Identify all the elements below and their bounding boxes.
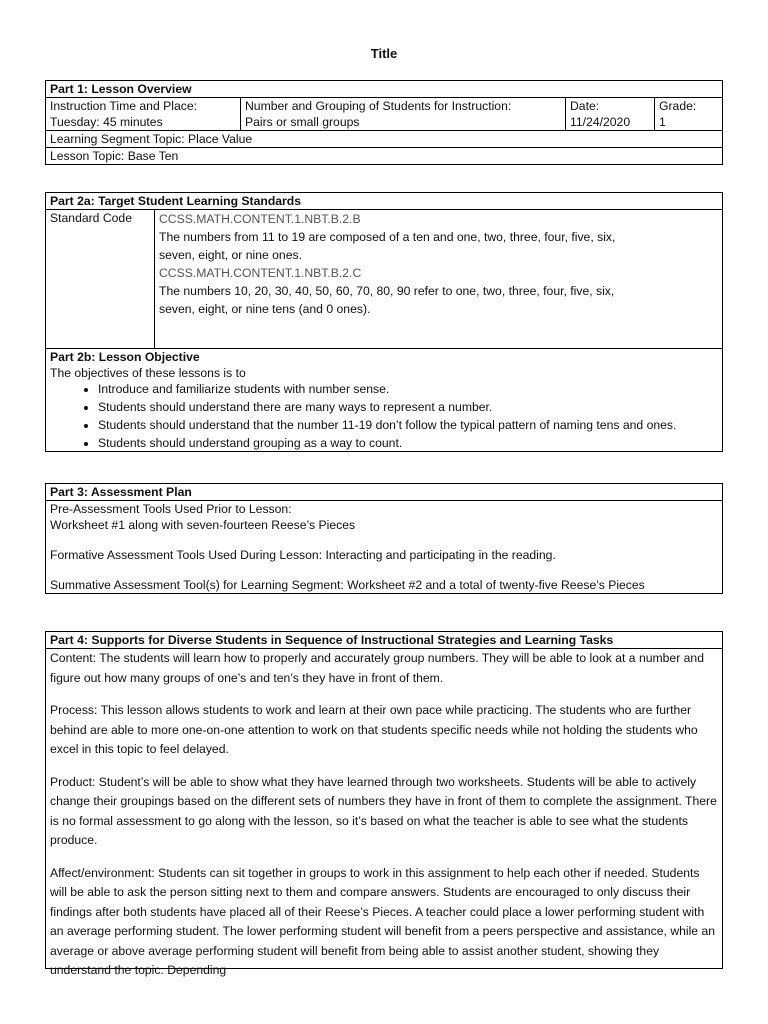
grade-value: 1 [659,115,666,129]
standard-code-content [154,210,722,348]
grade-cell [654,98,722,130]
standard-code-2: CCSS.MATH.CONTENT.1.NBT.B.2.C [159,266,362,280]
formative-assessment: Formative Assessment Tools Used During Lesson: Interacting and participating in the reading. [50,548,556,562]
instruction-time-cell [46,98,240,130]
document-title: Title [370,46,398,61]
date-cell [565,98,654,130]
part2-standards-objective [45,192,723,452]
part2b-header: Part 2b: Lesson Objective [50,350,200,364]
lesson-topic-row [46,148,722,164]
standard-desc-1-line2: seven, eight, or nine ones. [159,248,302,262]
part1-header: Part 1: Lesson Overview [46,81,722,98]
assessment-content [46,501,722,593]
instruction-value: Tuesday: 45 minutes [50,115,163,129]
part4-content [46,649,722,981]
grouping-label: Number and Grouping of Students for Instruction: [245,99,512,113]
pre-assessment-value: Worksheet #1 along with seven-fourteen Reese’s Pieces [50,518,356,532]
learning-segment-topic: Learning Segment Topic: Place Value [50,132,253,146]
segment-topic-row [46,131,722,148]
grade-label: Grade: [659,99,697,113]
part4-header: Part 4: Supports for Diverse Students in Sequence of Instructional Strategies and Learning Tasks [46,632,722,649]
standards-row [46,210,722,349]
instruction-label: Instruction Time and Place: [50,99,197,113]
standard-desc-2-line2: seven, eight, or nine tens (and 0 ones). [159,302,371,316]
pre-assessment-label: Pre-Assessment Tools Used Prior to Lesson: [50,502,292,516]
summative-assessment: Summative Assessment Tool(s) for Learning Segment: Worksheet #2 and a total of twenty-five Reese’s Pieces [50,578,645,592]
objective-intro: The objectives of these lessons is to [50,366,246,380]
objective-item: • Students should understand that the number 11-19 don’t follow the typical pattern of naming tens and ones. [98,417,718,433]
date-value: 11/24/2020 [570,115,631,129]
standard-desc-1-line1: The numbers from 11 to 19 are composed of a ten and one, two, three, four, five, six, [159,230,616,244]
part2a-header: Part 2a: Target Student Learning Standards [46,193,722,210]
objective-item: • Students should understand there are many ways to represent a number. [98,399,718,415]
part1-lesson-overview [45,80,723,165]
standard-code-1: CCSS.MATH.CONTENT.1.NBT.B.2.B [159,212,361,226]
objective-list [50,381,718,451]
part1-info-row [46,98,722,131]
standard-desc-2-line1: The numbers 10, 20, 30, 40, 50, 60, 70, 80, 90 refer to one, two, three, four, five, six, [159,284,615,298]
grouping-cell [240,98,565,130]
product-paragraph: Product: Student’s will be able to show what they have learned through two worksheets. Students will be able to actively change their groupings based on the different sets of numbers they have in front of them to complete the assignment. There is no formal assessment to go along with the lesson, so it’s based on what the teacher is able to see what the students produce. [50,774,717,847]
objective-item: • Students should understand grouping as a way to count. [98,435,718,451]
grouping-value: Pairs or small groups [245,115,360,129]
process-paragraph: Process: This lesson allows students to work and learn at their own pace while practicing. The students who are further behind are able to more one-on-one attention to work on that students specific needs while not holding the students who excel in this topic to feel delayed. [50,703,698,756]
standard-code-label: Standard Code [50,211,132,225]
lesson-topic: Lesson Topic: Base Ten [50,149,179,163]
objective-item: • Introduce and familiarize students with number sense. [98,381,718,397]
part4-diverse-supports [45,631,723,977]
part3-header: Part 3: Assessment Plan [46,484,722,501]
part2b-objective [46,349,722,451]
content-paragraph: Content: The students will learn how to properly and accurately group numbers. They will be able to look at a number and figure out how many groups of one’s and ten’s they have in front of them. [50,651,704,685]
affect-paragraph: Affect/environment: Students can sit together in groups to work in this assignment to help each other if needed. Students will be able to ask the person sitting next to them and compare answers. Students are encouraged to only discuss their findings after both students have placed all of their Reese’s Pieces. A teacher could place a lower performing student with an average performing student. The lower performing student will benefit from a peers perspective and assistance, while an average or above average performing student will benefit from being able to assist another student, showing they understand the topic. Depending [50,865,716,977]
part3-assessment-plan [45,483,723,594]
date-label: Date: [570,99,600,113]
